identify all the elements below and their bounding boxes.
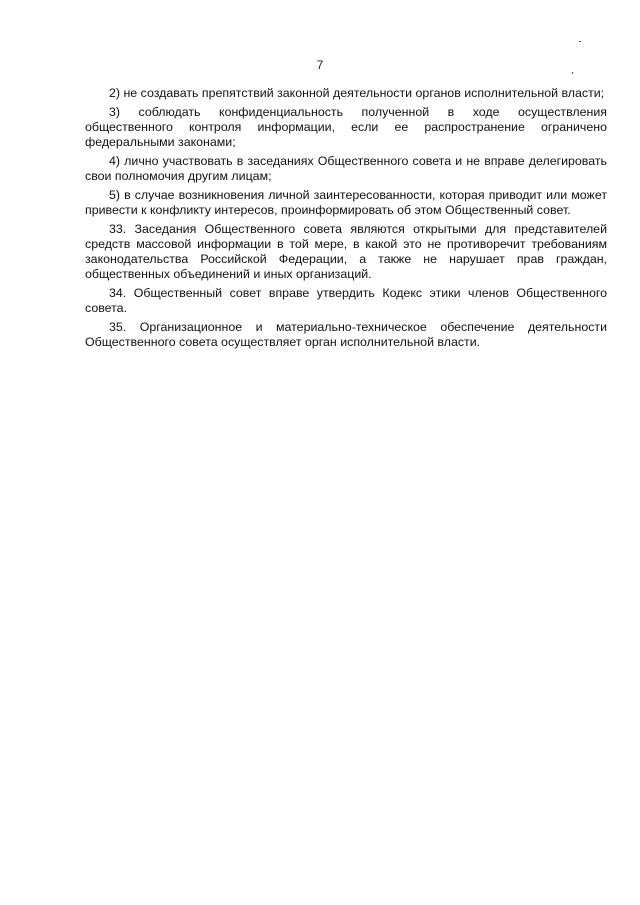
scan-speck [579,41,581,42]
paragraph-clause-33: 33. Заседания Общественного совета являются открытыми для представителей средств массовой информации в той мере, в какой это не противоречит требованиям законодательства Российской Федерации, а также не нарушает прав граждан, общественных объединений и иных организаций. [85,221,607,282]
paragraph-clause-35: 35. Организационное и материально-техническое обеспечение деятельности Общественного совета осуществляет орган исполнительной власти. [85,319,607,350]
document-body [85,86,607,354]
paragraph-item-5: 5) в случае возникновения личной заинтересованности, которая приводит или может привести к конфликту интересов, проинформировать об этом Общественный совет. [85,187,607,217]
page-number: 7 [316,58,324,72]
paragraph-clause-34: 34. Общественный совет вправе утвердить Кодекс этики членов Общественного совета. [85,285,607,316]
paragraph-item-4: 4) лично участвовать в заседаниях Общественного совета и не вправе делегировать свои полномочия другим лицам; [85,153,607,184]
paragraph-item-3: 3) соблюдать конфиденциальность полученной в ходе осуществления общественного контроля информации, если ее распространение ограничено федеральными законами; [85,104,607,150]
scan-speck [572,72,573,74]
paragraph-item-2: 2) не создавать препятствий законной деятельности органов исполнительной власти; [109,86,605,100]
